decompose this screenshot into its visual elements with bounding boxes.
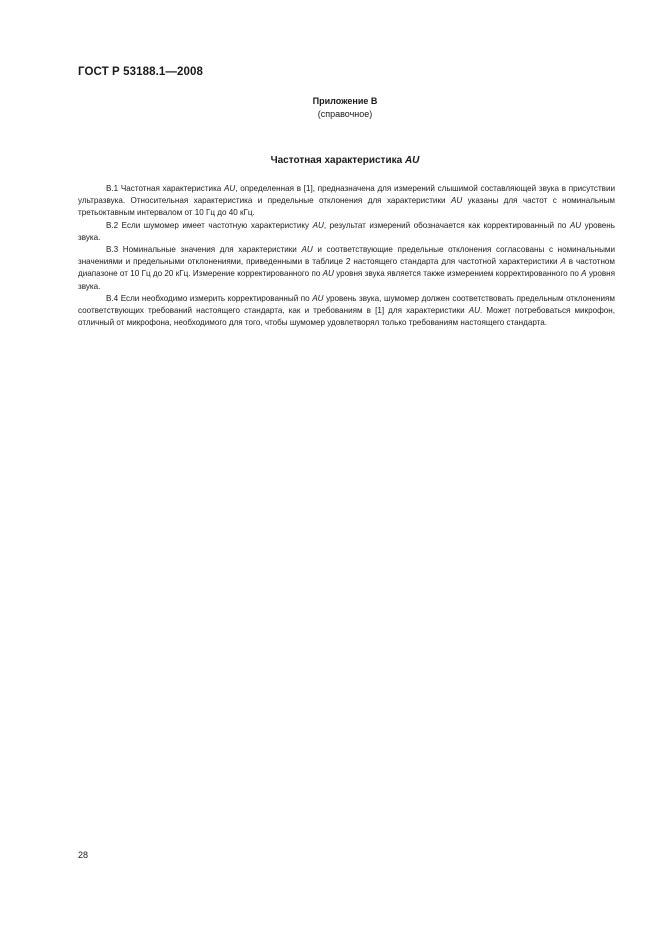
symbol-span: AU bbox=[224, 184, 236, 193]
text-span: В.1 Частотная характеристика bbox=[106, 184, 225, 193]
section-title bbox=[200, 155, 490, 166]
body-text bbox=[78, 183, 615, 329]
appendix-heading bbox=[260, 95, 430, 121]
paragraph-b1 bbox=[78, 183, 615, 220]
text-span: уровня звука является также измерением корректированного по bbox=[333, 269, 582, 279]
text-span: уровня звука. bbox=[78, 269, 615, 291]
text-span: В.2 Если шумомер имеет частотную характеристику bbox=[106, 220, 313, 230]
text-span: в частотном диапазоне от 10 Гц до 20 кГц. Измерение корректированного по bbox=[78, 257, 615, 279]
symbol-span: A bbox=[560, 257, 566, 267]
section-title-text: Частотная характеристика bbox=[270, 155, 405, 166]
text-span: уровень звука, шумомер должен соответствовать предельным отклонениям соответствующих требований настоящего стандарта, как и требованиям в [1] для характеристики bbox=[78, 293, 615, 316]
text-span: В.4 Если необходимо измерить корректированный по bbox=[106, 293, 313, 303]
text-span: уровень звука. bbox=[78, 220, 615, 242]
symbol-span: AU bbox=[569, 220, 582, 230]
symbol-span: AU bbox=[312, 220, 324, 230]
document-header: ГОСТ Р 53188.1—2008 bbox=[78, 66, 203, 78]
symbol-span: A bbox=[581, 269, 587, 279]
text-span: , определенная в [1], предназначена для измерений слышимой составляющей звука в присутствии ультразвука. Относительная характеристика и предельные отклонения для характеристики bbox=[78, 184, 615, 206]
paragraph-b4 bbox=[78, 293, 615, 330]
symbol-span: AU bbox=[301, 245, 313, 255]
symbol-span: AU bbox=[312, 293, 324, 303]
symbol-span: AU bbox=[450, 196, 463, 206]
appendix-title: Приложение В bbox=[312, 96, 378, 106]
appendix-subtitle: (справочное) bbox=[317, 109, 373, 119]
paragraph-b3 bbox=[78, 244, 615, 293]
text-span: . Может потребоваться микрофон, отличный от микрофона, необходимого для того, чтобы шумомер удовлетворял только требованиям настоящего стандарта. bbox=[78, 306, 615, 328]
symbol-span: AU bbox=[468, 306, 480, 316]
page-number: 28 bbox=[78, 850, 89, 860]
symbol-span: AU bbox=[322, 269, 334, 279]
paragraph-b2 bbox=[78, 220, 615, 244]
text-span: и соответствующие предельные отклонения согласованы с номинальными значениями и предельными отклонениями, приведенными в таблице 2 настоящего стандарта для частотной характеристики bbox=[78, 245, 615, 267]
text-span: В.3 Номинальные значения для характеристики bbox=[106, 245, 302, 255]
section-title-symbol: AU bbox=[404, 155, 420, 166]
text-span: , результат измерений обозначается как корректированный по bbox=[323, 220, 570, 230]
text-span: указаны для частот с номинальным третьоктавным интервалом от 10 Гц до 40 кГц. bbox=[78, 196, 615, 218]
